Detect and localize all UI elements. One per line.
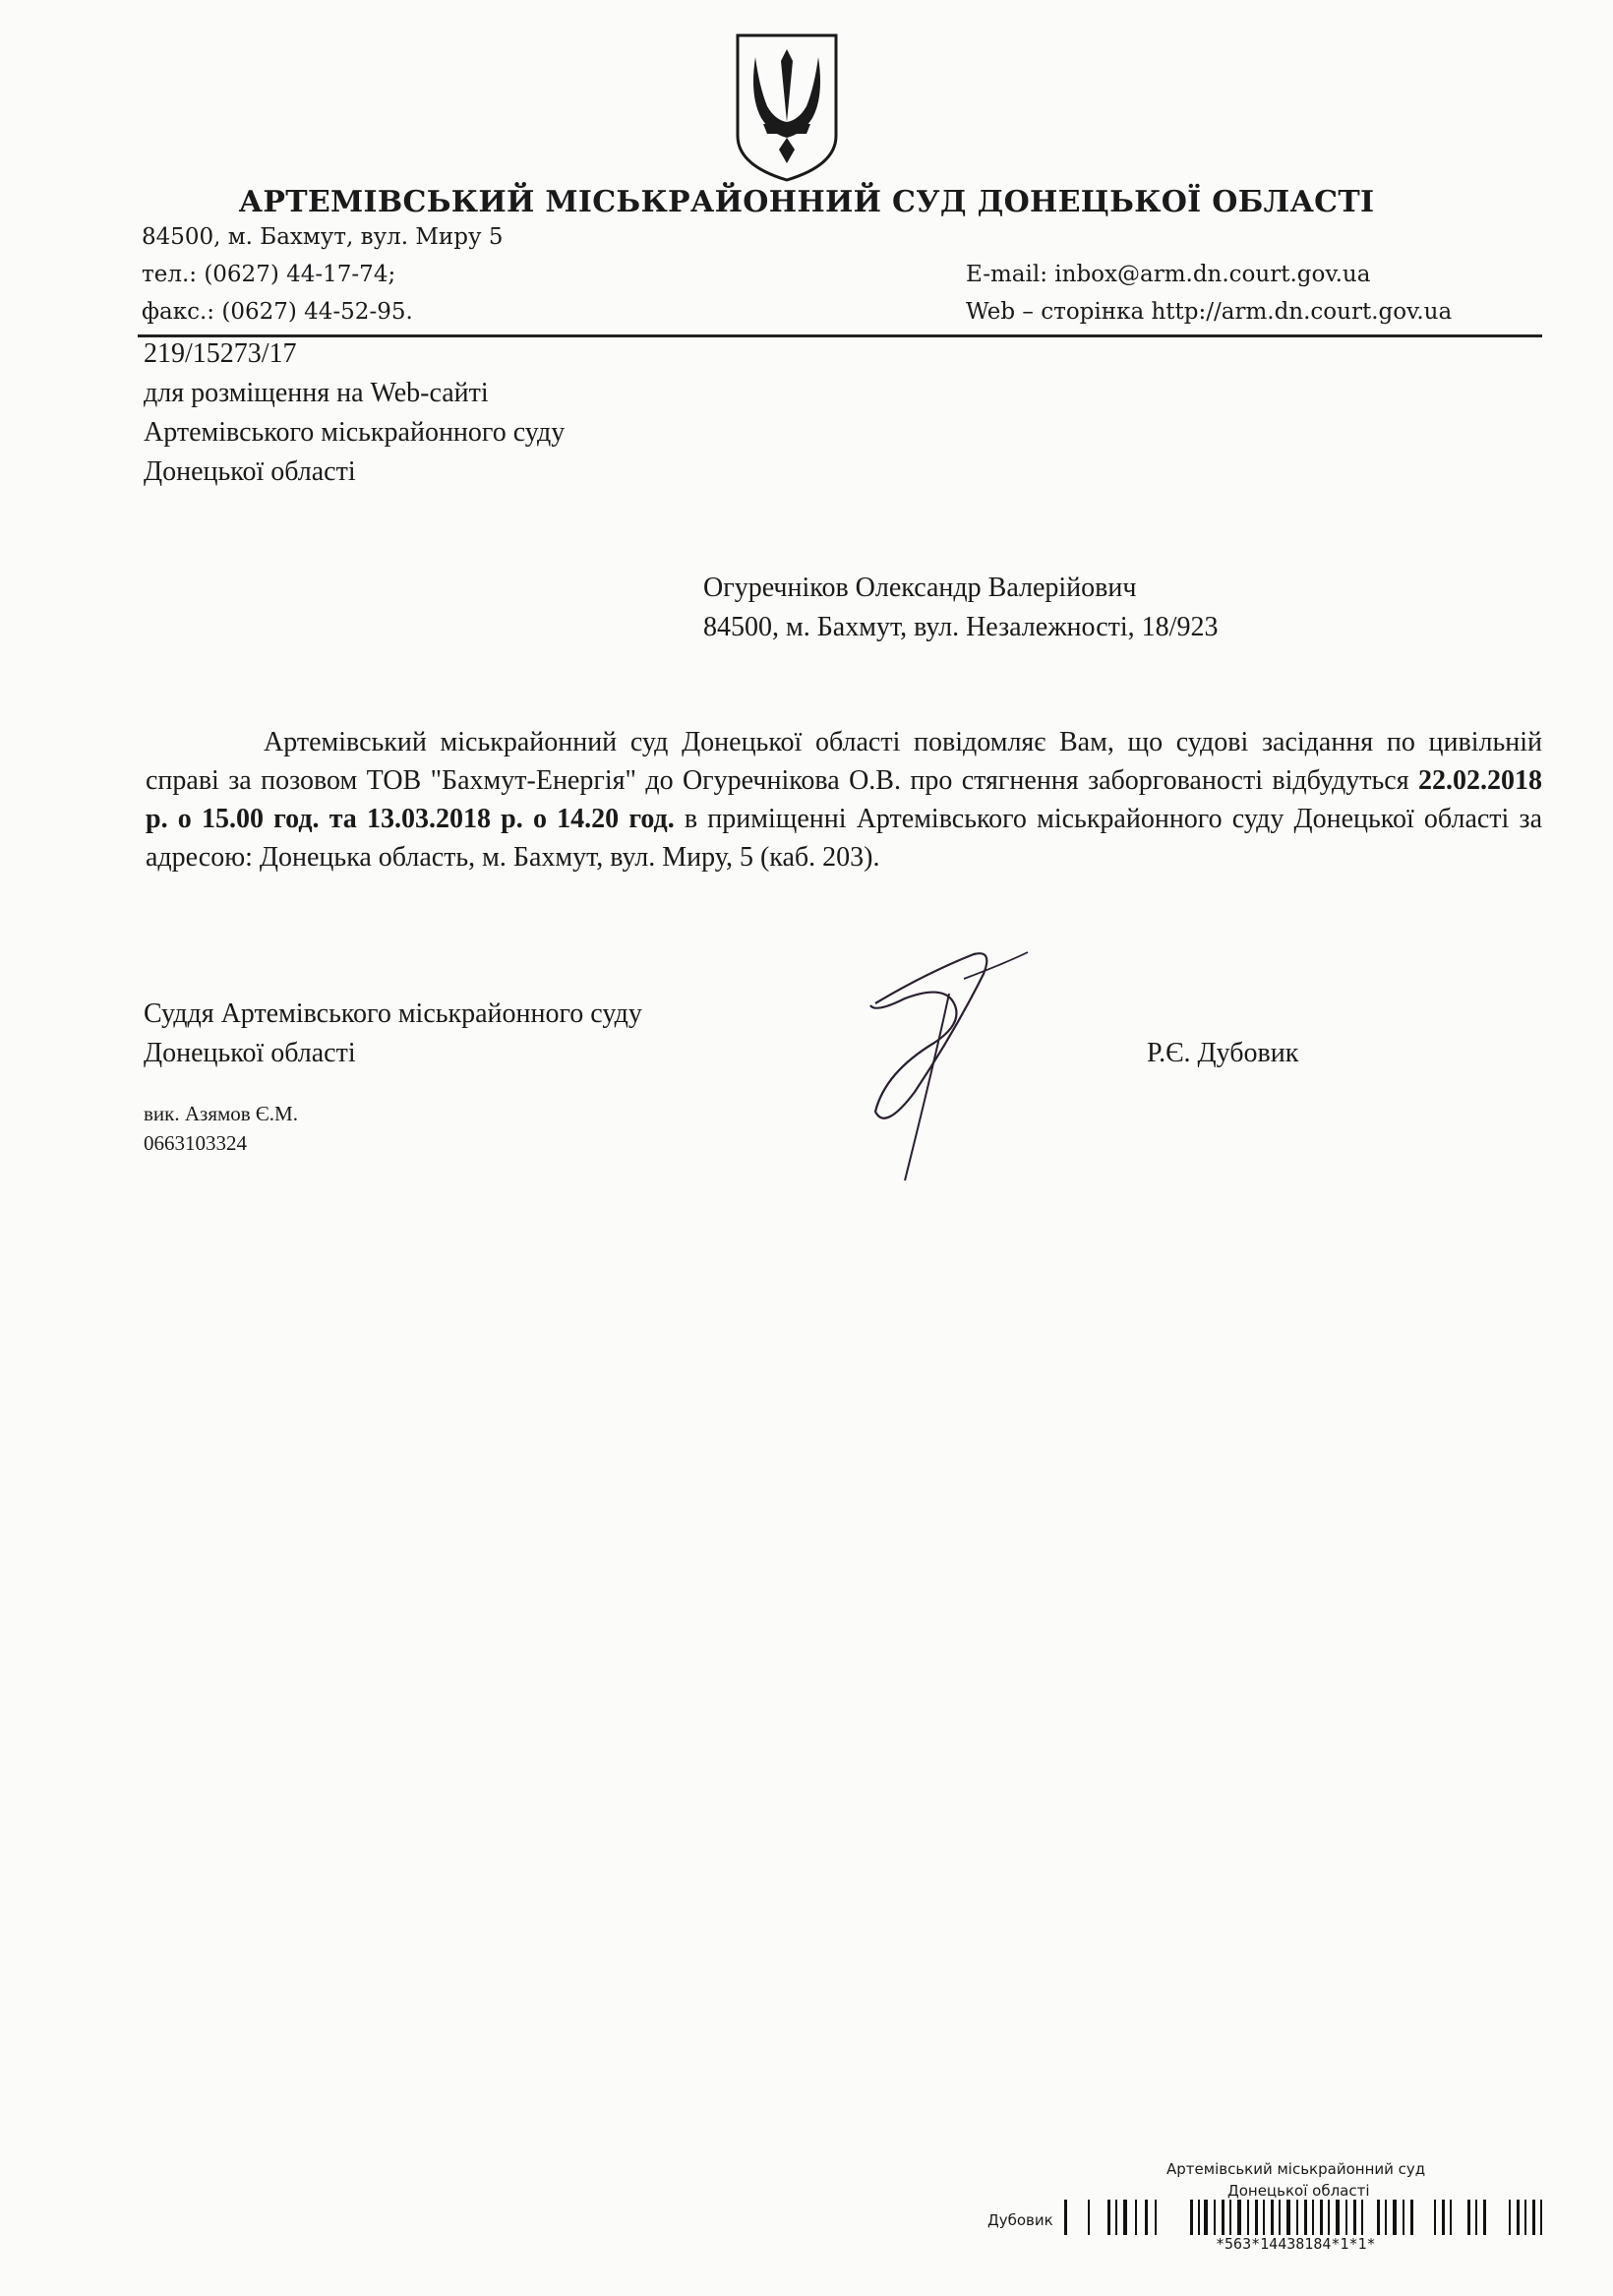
executor-name: вик. Азямов Є.М. xyxy=(144,1102,298,1125)
notice-body xyxy=(146,723,1542,876)
court-website: Web – сторінка http://arm.dn.court.gov.ua xyxy=(966,299,1453,325)
court-name-heading: АРТЕМІВСЬКИЙ МІСЬКРАЙОННИЙ СУД ДОНЕЦЬКОЇ ОБЛАСТІ xyxy=(238,185,1375,219)
placement-note-line: для розміщення на Web-сайті xyxy=(144,378,489,408)
hearing-dates: 22.02.2018 р. о 15.00 год. та 13.03.2018 р. о 14.20 год. xyxy=(146,765,1542,834)
placement-note-line: Артемівського міськрайонного суду xyxy=(144,417,566,448)
court-address: 84500, м. Бахмут, вул. Миру 5 xyxy=(142,224,504,250)
court-email: E-mail: inbox@arm.dn.court.gov.ua xyxy=(966,262,1371,287)
executor-phone: 0663103324 xyxy=(144,1131,247,1155)
barcode-icon xyxy=(1064,2200,1546,2235)
judge-title-line: Суддя Артемівського міськрайонного суду xyxy=(144,998,642,1029)
notice-body-text: Артемівський міськрайонний суд Донецької області повідомляє Вам, що судові засідання по цивільній справі за позовом ТОВ "Бахмут-Енергія" до Огуречнікова О.В. про стягнення заборгованості відбудуться xyxy=(146,727,1542,796)
barcode-label: Дубовик xyxy=(987,2211,1053,2229)
case-number: 219/15273/17 xyxy=(144,338,297,369)
stamp-court-name: Артемівський міськрайонний суд xyxy=(1166,2160,1426,2178)
stamp-region: Донецької області xyxy=(1227,2182,1370,2200)
handwritten-signature-icon xyxy=(846,944,1043,1190)
judge-title-line: Донецької області xyxy=(144,1038,356,1068)
notice-body-text: в приміщенні Артемівського міськрайонного суду Донецької області за адресою: Донецька область, м. Бахмут, вул. Миру, 5 (каб. 203). xyxy=(146,804,1542,873)
court-phone: тел.: (0627) 44-17-74; xyxy=(142,262,396,287)
placement-note-line: Донецької області xyxy=(144,456,356,487)
judge-name: Р.Є. Дубовик xyxy=(1147,1038,1299,1068)
header-divider xyxy=(138,334,1542,337)
trident-coat-of-arms-icon xyxy=(728,28,846,185)
barcode-number: *563*14438184*1*1* xyxy=(1216,2235,1376,2253)
recipient-address: 84500, м. Бахмут, вул. Незалежності, 18/923 xyxy=(703,612,1219,642)
court-fax: факс.: (0627) 44-52-95. xyxy=(142,299,413,325)
recipient-name: Огуречніков Олександр Валерійович xyxy=(703,573,1137,603)
